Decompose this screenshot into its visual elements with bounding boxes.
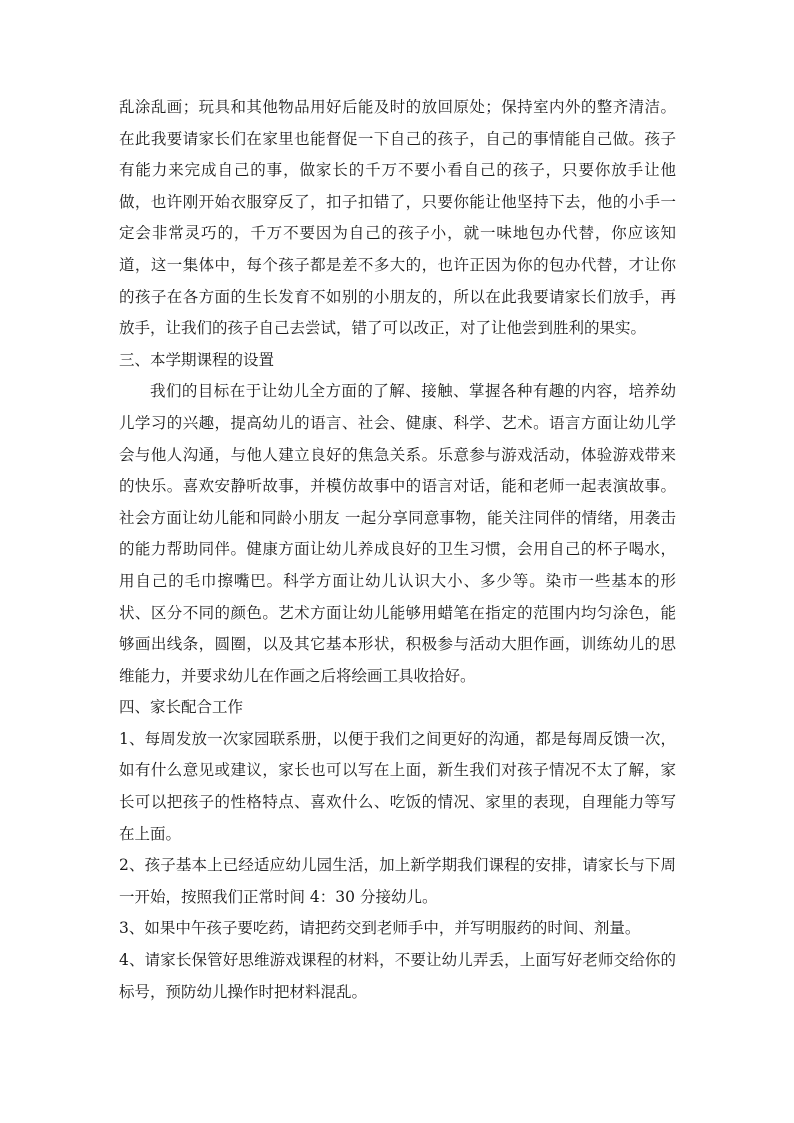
list-item-medicine: 3、如果中午孩子要吃药，请把药交到老师手中，并写明服药的时间、剂量。 <box>119 919 641 938</box>
paragraph-curriculum-goals: 我们的目标在于让幼儿全方面的了解、接触、掌握各种有趣的内容，培养幼儿学习的兴趣，提高幼儿的语言、社会、健康、科学、艺术。语言方面让幼儿学会与他人沟通，与他人建立良好的焦急关系。乐意参与游戏活动，体验游戏带来的快乐。喜欢安静听故事，并模仿故事中的语言对话，能和老师一起表演故事。社会方面让幼儿能和同龄小朋友 一起分享同意事物，能关注同伴的情绪，用袭击的能力帮助同伴。健康方面让幼儿养成良好的卫生习惯，会用自己的杯子喝水，用自己的毛巾擦嘴巴。科学方面让幼儿认识大小、多少等。染市一些基本的形状、区分不同的颜色。艺术方面让幼儿能够用蜡笔在指定的范围内均匀涂色，能够画出线条，圆圈，以及其它基本形状，积极参与活动大胆作画，训练幼儿的思维能力，并要求幼儿在作画之后将绘画工具收拾好。 <box>119 382 676 685</box>
list-item-materials: 4、请家长保管好思维游戏课程的材料，不要让幼儿弄丢，上面写好老师交给你的标号，预防幼儿操作时把材料混乱。 <box>119 951 676 1001</box>
list-item-pickup-time: 2、孩子基本上已经适应幼儿园生活，加上新学期我们课程的安排，请家长与下周一开始，按照我们正常时间 4：30 分接幼儿。 <box>119 856 676 906</box>
section-heading-parent-cooperation: 四、家长配合工作 <box>119 698 244 717</box>
section-heading-curriculum: 三、本学期课程的设置 <box>119 350 275 369</box>
document-body <box>119 92 676 1008</box>
list-item-contact-book: 1、每周发放一次家园联系册，以便于我们之间更好的沟通，都是每周反馈一次，如有什么意见或建议，家长也可以写在上面，新生我们对孩子情况不太了解，家长可以把孩子的性格特点、喜欢什么、吃饭的情况、家里的表现，自理能力等写在上面。 <box>119 729 676 843</box>
paragraph-self-care: 乱涂乱画；玩具和其他物品用好后能及时的放回原处；保持室内外的整齐清洁。在此我要请家长们在家里也能督促一下自己的孩子，自己的事情能自己做。孩子有能力来完成自己的事，做家长的千万不要小看自己的孩子，只要你放手让他做，也许刚开始衣服穿反了，扣子扣错了，只要你能让他坚持下去，他的小手一定会非常灵巧的，千万不要因为自己的孩子小，就一味地包办代替，你应该知道，这一集体中，每个孩子都是差不多大的，也许正因为你的包办代替，才让你的孩子在各方面的生长发育不如别的小朋友的，所以在此我要请家长们放手，再放手，让我们的孩子自己去尝试，错了可以改正，对了让他尝到胜利的果实。 <box>119 98 676 338</box>
